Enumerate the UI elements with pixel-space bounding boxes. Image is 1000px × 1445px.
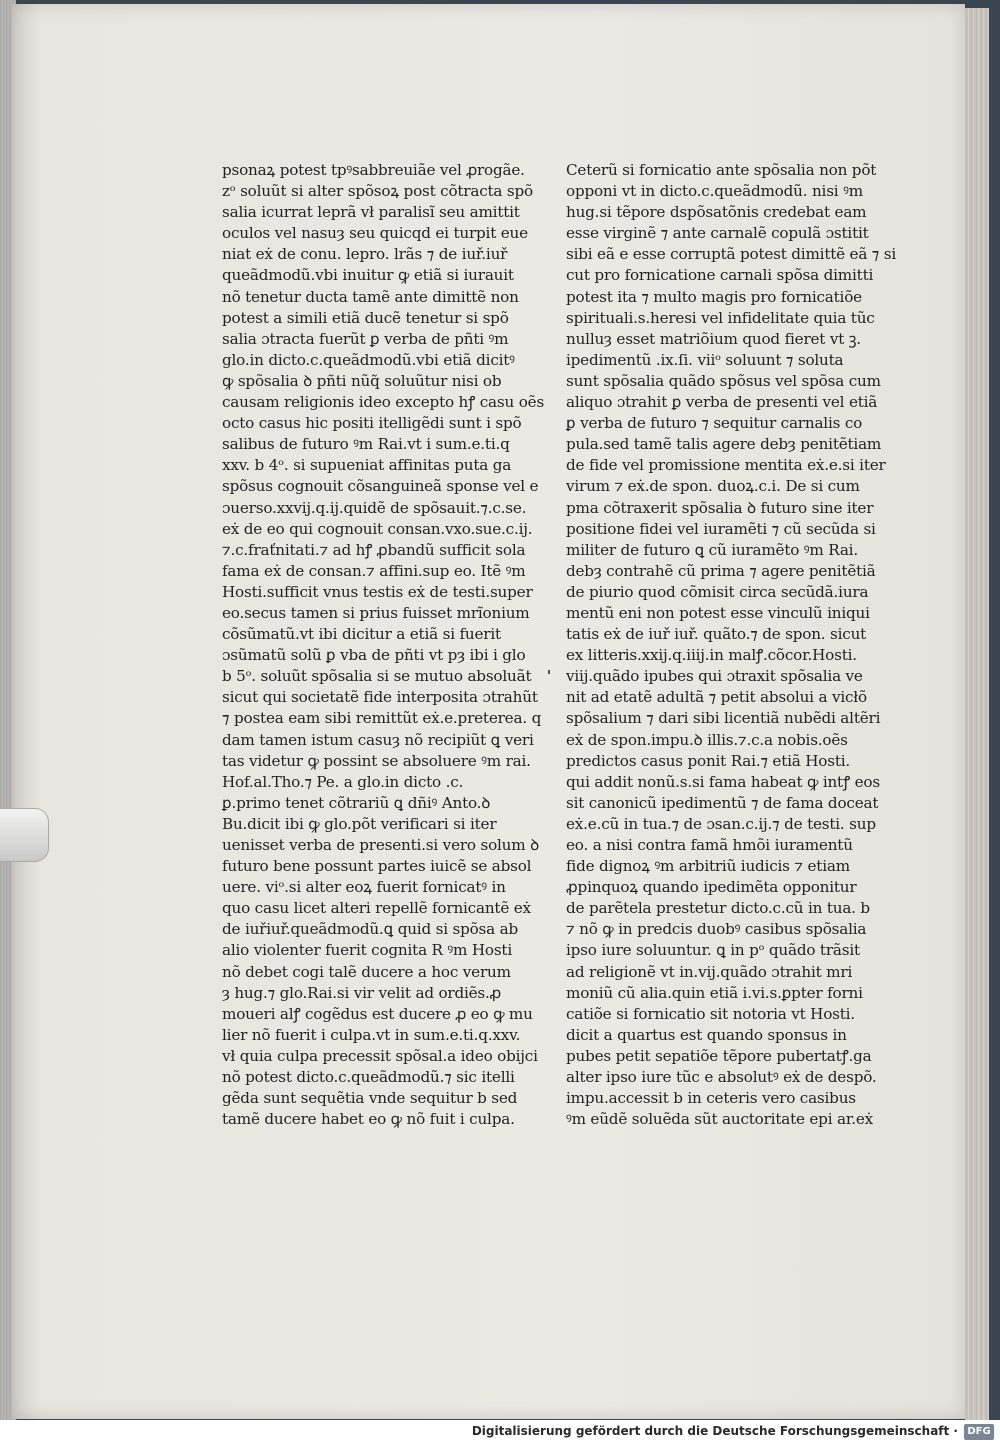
text-line: ⁊ postea eam sibi remittũt eẋ.e.preterea. q [222,709,542,728]
text-line: viij.quãdo ipubes qui ɔtraxit spõsalia ve [566,667,863,686]
text-line: potest a simili etiã ducẽ tenetur si spõ [222,308,509,327]
text-line: glo.in dicto.c.queãdmodũ.vbi etiã dicitꝰ [222,350,515,369]
text-line: salia ɔtracta fuerũt ꝑ verba de pñti ꝰm [222,329,509,348]
text-line: ɔsũmatũ solũ ꝑ vba de pñti vt pȝ ibi i glo [222,646,526,665]
text-line: spõsalium ⁊ dari sibi licentiã nubẽdi altẽri [566,709,881,728]
text-line: nulluȝ esset matriõium quod fieret vt ꝫ. [566,329,861,348]
text-line: cõsũmatũ.vt ibi dicitur a etiã si fuerit [222,625,501,644]
text-line: uere. viᵒ.si alter eoꝝ fuerit fornicatꝰ in [222,878,506,897]
text-line: de piurio quod cõmisit circa secũdã.iura [566,582,869,601]
text-line: pma cõtraxerit spõsalia ꝺ futuro sine iter [566,498,874,517]
text-line: catiõe si fornicatio sit notoria vt Hosti. [566,1004,855,1023]
text-line: nit ad etatẽ adultã ⁊ petit absolui a vicłõ [566,688,867,707]
text-line: de fide vel promissione mentita eẋ.e.si iter [566,456,886,475]
text-line: futuro bene possunt partes iuicẽ se absol [222,857,532,876]
text-line: esse virginẽ ⁊ ante carnalẽ copulã ɔstitit [566,224,869,243]
text-line: b 5ᵒ. soluũt spõsalia si se mutuo absoluãt [222,667,532,686]
text-line: sicut qui societatẽ fide interposita ɔtrahũt [222,688,538,707]
text-line: zᵒ soluũt si alter spõsoꝝ post cõtracta spõ [222,182,533,201]
text-line: Ceterũ si fornicatio ante spõsalia non põt [566,161,877,179]
text-column-left [222,160,544,1130]
text-line: ꝰm eũdẽ soluẽda sũt auctoritate epi ar.eẋ [566,1110,874,1129]
text-line: uenisset verba de presenti.si vero solum ꝺ [222,836,539,854]
text-line: Hosti.sufficit vnus testis eẋ de testi.super [222,582,533,601]
text-line: ꝑ.primo tenet cõtrariũ ꝗ dñiꝰ Anto.ꝺ [222,793,491,812]
text-line: pula.sed tamẽ talis agere debȝ penitẽtiam [566,435,882,454]
text-line: ipso iure soluuntur. ꝗ in pᵒ quãdo trãsit [566,941,860,960]
text-line: predictos casus ponit Rai.⁊ etiã Hosti. [566,751,851,770]
text-line: impu.accessit b in ceteris vero casibus [566,1089,856,1108]
text-line: aliquo ɔtrahit ꝑ verba de presenti vel etiã [566,393,878,412]
dfg-logo-icon: DFG [964,1424,994,1440]
book-page-stack-right [965,8,989,1420]
text-line: cut pro fornicatione carnali spõsa dimitti [566,266,874,285]
text-line: tatis eẋ de iuř iuř. quãto.⁊ de spon. sicut [566,625,867,644]
text-line: sibi eã e esse corruptã potest dimittẽ eã ⁊ si [566,245,897,264]
text-line: niat eẋ de conu. lepro. lrãs ⁊ de iuř.iuř [222,245,508,264]
text-line: fide dignoꝝ ꝰm arbitriũ iudicis ⁊ etiam [566,857,850,876]
text-line: de iuřiuř.queãdmodũ.ꝗ quid si spõsa ab [222,920,519,939]
text-line: mentũ eni non potest esse vinculũ iniqui [566,603,870,622]
text-line: causam religionis ideo excepto hꝭ casu oẽs [222,393,545,412]
text-line: tamẽ ducere habet eo ꝙ nõ fuit i culpa. [222,1110,515,1129]
text-line: eẋ.e.cũ in tua.⁊ de ɔsan.c.ij.⁊ de testi. sup [566,814,876,833]
text-line: ȝ hug.⁊ glo.Rai.si vir velit ad ordiẽs.ꝓ [222,983,502,1002]
text-line: Bu.dicit ibi ꝙ glo.põt verificari si iter [222,814,497,833]
text-line: potest ita ⁊ multo magis pro fornicatiõe [566,287,862,306]
text-line: dicit a quartus est quando sponsus in [566,1025,847,1044]
text-line: octo casus hic positi itelligẽdi sunt i spõ [222,414,522,433]
text-line: debȝ contrahẽ cũ prima ⁊ agere penitẽtiã [566,561,876,580]
text-line: ꝓpinquoꝝ quando ipedimẽta opponitur [566,878,857,897]
footer-bar [0,1420,1000,1445]
text-line: ⁊.c.fraťnitati.⁊ ad hꝭ ꝓbandũ sufficit sola [222,540,526,559]
text-line: militer de futuro ꝗ cũ iuramẽto ꝰm Rai. [566,540,858,559]
funding-credit: Digitalisierung gefördert durch die Deutsche Forschungsgemeinschaft · [471,1424,958,1438]
text-line: eo.secus tamen si prius fuisset mrĩonium [222,603,530,622]
text-line: xxv. b 4ᵒ. si supueniat affinitas puta ga [222,456,512,475]
text-line: alio violenter fuerit cognita R ꝰm Hosti [222,941,512,960]
text-line: sunt spõsalia quãdo spõsus vel spõsa cum [566,371,881,390]
text-line: alter ipso iure tũc e absolutꝰ eẋ de despõ. [566,1068,877,1087]
ink-speck [548,670,550,674]
text-line: sit canonicũ ipedimentũ ⁊ de fama doceat [566,793,879,812]
text-line: gẽda sunt sequẽtia vnde sequitur b sed [222,1089,518,1108]
text-line: oculos vel nasuȝ seu quicqd ei turpit eue [222,224,528,243]
text-line: vł quia culpa precessit spõsal.a ideo obijci [222,1046,538,1065]
text-line: eẋ de spon.impu.ꝺ illis.⁊.c.a nobis.oẽs [566,730,848,749]
text-line: ipedimentũ .ix.ſi. viiᵒ soluunt ⁊ soluta [566,350,844,369]
text-line: opponi vt in dicto.c.queãdmodũ. nisi ꝰm [566,182,863,201]
text-line: nõ tenetur ducta tamẽ ante dimittẽ non [222,287,519,306]
text-line: tas videtur ꝙ possint se absoluere ꝰm rai. [222,751,531,770]
text-line: virum ⁊ eẋ.de spon. duoꝝ.c.i. De si cum [566,477,860,496]
text-column-right [566,160,896,1130]
text-line: hug.si tẽpore dspõsatõnis credebat eam [566,203,867,222]
text-line: ex litteris.xxij.q.iiij.in malꝭ.cõcor.Hosti. [566,646,857,665]
text-line: salibus de futuro ꝰm Rai.vt i sum.e.ti.q [222,435,510,454]
text-line: queãdmodũ.vbi inuitur ꝙ etiã si iurauit [222,266,514,285]
text-line: nõ potest dicto.c.queãdmodũ.⁊ sic itelli [222,1068,515,1087]
text-line: ꝙ spõsalia ꝺ pñti nũq̃ soluũtur nisi ob [222,371,502,390]
text-line: eẋ de eo qui cognouit consan.vxo.sue.c.ij. [222,519,533,538]
text-line: psonaꝝ potest tpꝰsabbreuiãe vel ꝓrogãe. [222,161,525,179]
page-clip [0,808,49,862]
text-line: positione fidei vel iuramẽti ⁊ cũ secũda si [566,519,876,538]
text-line: quo casu licet alteri repellẽ fornicantẽ eẋ [222,899,531,918]
text-line: pubes petit sepatiõe tẽpore pubertatꝭ.ga [566,1046,872,1065]
text-line: nõ debet cogi talẽ ducere a hoc verum [222,962,511,981]
text-line: moueri alꝭ cogẽdus est ducere ꝓ eo ꝙ mu [222,1004,533,1023]
text-line: de parẽtela prestetur dicto.c.cũ in tua. b [566,899,870,918]
text-line: salia icurrat leprã vł paralisĩ seu amittit [222,203,520,222]
text-line: ꝑ verba de futuro ⁊ sequitur carnalis co [566,414,863,433]
text-line: ɔuerso.xxvij.q.ij.quidẽ de spõsauit.⁊.c.se. [222,498,527,517]
text-line: dam tamen istum casuȝ nõ recipiũt ꝗ veri [222,730,534,749]
text-line: fama eẋ de consan.⁊ affini.sup eo. Itẽ ꝰm [222,561,526,580]
text-line: spirituali.s.heresi vel infidelitate quia tũc [566,308,875,327]
text-line: lier nõ fuerit i culpa.vt in sum.e.ti.q.xxv. [222,1025,521,1044]
text-line: spõsus cognouit cõsanguineã sponse vel e [222,477,539,496]
text-line: ⁊ nõ ꝙ in predcis duobꝰ casibus spõsalia [566,920,867,939]
text-line: ad religionẽ vt in.vij.quãdo ɔtrahit mri [566,962,853,981]
text-line: Hof.al.Tho.⁊ Pe. a glo.in dicto .c. [222,772,464,791]
text-line: eo. a nisi contra famã hmõi iuramentũ [566,836,853,854]
text-line: qui addit nonũ.s.si fama habeat ꝙ intꝭ eos [566,772,880,791]
text-line: moniũ cũ alia.quin etiã i.vi.s.ꝑpter forni [566,983,863,1002]
